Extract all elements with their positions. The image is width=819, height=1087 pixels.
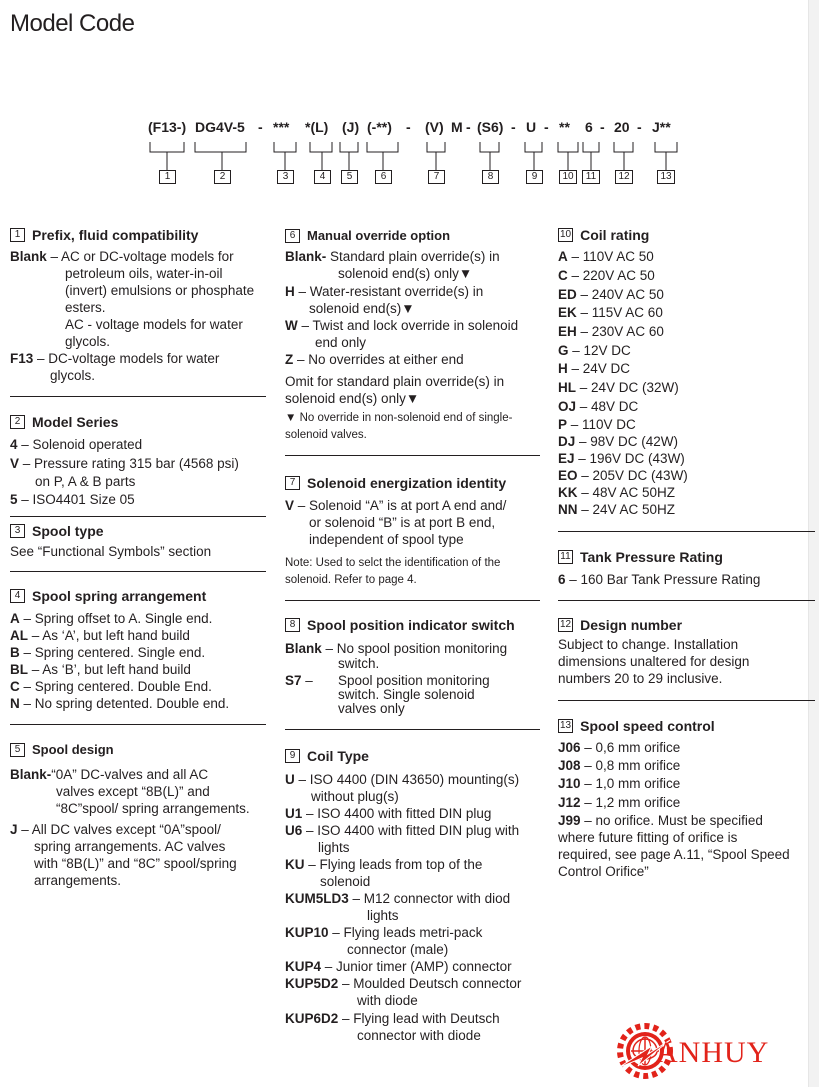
divider — [10, 396, 266, 397]
option-code: F13 — [10, 351, 34, 366]
code-number-box: 3 — [277, 170, 294, 184]
section-header-spool-design — [10, 742, 114, 757]
footnote: ▼ No override in non-solenoid end of single- — [285, 412, 513, 424]
option-line — [558, 398, 638, 415]
option-line: glycols. — [65, 334, 111, 349]
option-code: J — [10, 822, 18, 837]
code-number-box: 7 — [428, 170, 445, 184]
option-line — [558, 812, 763, 829]
option-line — [285, 890, 510, 907]
option-line: connector with diode — [357, 1028, 481, 1043]
option-text: – ISO4401 Size 05 — [17, 492, 135, 507]
option-text: – 240V AC 50 — [576, 287, 664, 302]
section-number-box: 9 — [285, 749, 300, 763]
divider — [10, 571, 266, 572]
option-text: – 110V AC 50 — [567, 249, 654, 264]
option-code: EO — [558, 468, 578, 483]
option-line: lights — [318, 840, 350, 855]
option-code: H — [558, 361, 568, 376]
code-part: J** — [652, 119, 671, 135]
footnote: solenoid. Refer to page 4. — [285, 574, 417, 586]
option-line — [285, 805, 491, 822]
option-line — [10, 661, 191, 678]
option-text: – 24V DC — [567, 361, 631, 376]
code-part: (-**) — [367, 119, 392, 135]
option-text: – — [301, 673, 313, 688]
option-code: N — [10, 696, 20, 711]
section-title: Spool spring arrangement — [32, 588, 207, 604]
option-text: – No spool position monitoring — [321, 641, 508, 656]
section-number-box: 4 — [10, 589, 25, 603]
option-line — [10, 248, 234, 265]
option-line — [10, 695, 229, 712]
section-header-model-series — [10, 414, 118, 430]
option-line — [558, 416, 636, 433]
option-text: – Moulded Deutsch connector — [338, 976, 522, 991]
option-code: EH — [558, 324, 577, 339]
divider — [558, 531, 815, 532]
footnote: Note: Used to selct the identification of the — [285, 557, 501, 569]
option-line — [10, 491, 135, 508]
option-line: with “8B(L)” and “8C” spool/spring — [34, 856, 237, 871]
divider — [285, 729, 540, 730]
option-line: or solenoid “B” is at port B end, — [309, 515, 496, 530]
code-part: (J) — [342, 119, 360, 135]
option-line — [10, 627, 190, 644]
code-number-box: 9 — [526, 170, 543, 184]
option-line: with diode — [357, 993, 418, 1008]
divider — [558, 600, 815, 601]
page-title: Model Code — [10, 10, 135, 37]
option-text: – 1,0 mm orifice — [580, 776, 681, 791]
option-line — [558, 286, 664, 303]
option-text: – 160 Bar Tank Pressure Rating — [565, 572, 761, 587]
option-line: glycols. — [50, 368, 96, 383]
option-text: – Flying leads metri-pack — [328, 925, 483, 940]
code-part: - — [637, 119, 642, 135]
option-code: G — [558, 343, 569, 358]
option-line — [10, 455, 239, 472]
logo-wordmark: ANHUY — [656, 1036, 770, 1069]
option-code: Blank- — [10, 767, 52, 782]
option-line — [285, 672, 313, 689]
code-part: - — [466, 119, 471, 135]
code-part: ** — [559, 119, 570, 135]
option-text: – M12 connector with diod — [348, 891, 511, 906]
option-line — [558, 304, 663, 321]
option-text: – As ‘A’, but left hand build — [28, 628, 190, 643]
option-code: W — [285, 318, 298, 333]
option-line — [558, 360, 630, 377]
option-code: H — [285, 284, 295, 299]
option-text: – 1,2 mm orifice — [580, 795, 681, 810]
option-line: end only — [315, 335, 367, 350]
option-text: – 0,8 mm orifice — [580, 758, 681, 773]
option-line: petroleum oils, water-in-oil — [65, 266, 223, 281]
option-line — [285, 317, 518, 334]
option-line — [558, 501, 675, 518]
option-line: solenoid end(s)▼ — [309, 301, 415, 316]
option-line: lights — [367, 908, 399, 923]
option-text: – Water-resistant override(s) in — [294, 284, 484, 299]
option-text: – ISO 4400 (DIN 43650) mounting(s) — [294, 772, 520, 787]
section-number-box: 11 — [558, 550, 573, 564]
divider — [285, 600, 540, 601]
option-text: – 230V AC 60 — [576, 324, 664, 339]
option-line — [285, 1010, 500, 1027]
code-number-box: 10 — [559, 170, 577, 184]
option-code: Blank — [285, 641, 322, 656]
section-header-coil-rating — [558, 227, 649, 243]
section-header-manual-override — [285, 228, 450, 243]
code-number-box: 12 — [615, 170, 633, 184]
option-line — [10, 436, 142, 453]
code-number-box: 1 — [159, 170, 176, 184]
section-title: Spool position indicator switch — [307, 617, 515, 633]
option-code: 5 — [10, 492, 18, 507]
section-header-coil-type — [285, 748, 369, 764]
section-number-box: 7 — [285, 476, 300, 490]
option-code: OJ — [558, 399, 577, 414]
option-line: See “Functional Symbols” section — [10, 544, 212, 559]
option-line — [10, 766, 208, 783]
code-part: - — [600, 119, 605, 135]
code-part: (F13-) — [148, 119, 187, 135]
code-part: (S6) — [477, 119, 504, 135]
option-line: on P, A & B parts — [35, 474, 136, 489]
option-code: AL — [10, 628, 28, 643]
section-number-box: 5 — [10, 743, 25, 757]
option-line — [558, 433, 678, 450]
option-text: – All DC valves except “0A”spool/ — [17, 822, 221, 837]
option-line — [285, 248, 500, 265]
option-line — [285, 975, 521, 992]
section-title: Design number — [580, 617, 683, 633]
option-code: KUM5LD3 — [285, 891, 349, 906]
option-line — [285, 822, 519, 839]
option-text: – 24V AC 50HZ — [577, 502, 676, 517]
option-code: Blank — [10, 249, 47, 264]
section-title: Prefix, fluid compatibility — [32, 227, 199, 243]
option-line — [558, 450, 685, 467]
option-code: U1 — [285, 806, 303, 821]
option-text: – Solenoid “A” is at port A end and/ — [294, 498, 507, 513]
section-number-box: 12 — [560, 619, 572, 630]
divider — [285, 455, 540, 456]
option-line — [558, 739, 680, 756]
option-line: switch. Single solenoid — [338, 687, 475, 702]
option-code: EJ — [558, 451, 575, 466]
section-header-spool-speed — [558, 718, 715, 734]
option-text: – Twist and lock override in solenoid — [297, 318, 519, 333]
option-line: where future fitting of orifice is — [558, 830, 738, 845]
section-title: Coil Type — [307, 748, 369, 764]
option-line: independent of spool type — [309, 532, 464, 547]
option-line — [558, 379, 679, 396]
code-part: DG4V-5 — [195, 119, 245, 135]
section-header-energization — [285, 475, 506, 491]
option-line: numbers 20 to 29 inclusive. — [558, 671, 723, 686]
section-title: Spool speed control — [580, 718, 715, 734]
section-header-spring — [10, 588, 206, 604]
section-header-tank-pressure — [558, 549, 723, 565]
option-line — [285, 640, 507, 657]
option-text: – 115V AC 60 — [576, 305, 663, 320]
option-code: KUP5D2 — [285, 976, 339, 991]
option-line — [285, 856, 482, 873]
section-number-box: 6 — [285, 229, 300, 243]
divider — [10, 724, 266, 725]
option-code: A — [10, 611, 20, 626]
code-part: - — [511, 119, 516, 135]
section-header-prefix — [10, 227, 198, 243]
option-line: Control Orifice” — [558, 864, 649, 879]
code-part: M — [451, 119, 463, 135]
section-number-box: 1 — [10, 228, 25, 242]
section-number-box: 2 — [10, 415, 25, 429]
code-part: - — [406, 119, 411, 135]
option-text: – 196V DC (43W) — [574, 451, 685, 466]
option-line — [285, 497, 506, 514]
option-code: C — [558, 268, 568, 283]
option-line: solenoid end(s) only▼ — [285, 391, 420, 406]
option-line — [285, 924, 482, 941]
option-text: – Flying leads from top of the — [304, 857, 483, 872]
option-line: arrangements. — [34, 873, 122, 888]
section-title: Coil rating — [580, 227, 650, 243]
option-line: esters. — [65, 300, 106, 315]
option-code: P — [558, 417, 568, 432]
code-number-box: 13 — [657, 170, 675, 184]
option-line: without plug(s) — [311, 789, 399, 804]
code-part: *** — [273, 119, 290, 135]
option-line — [558, 775, 680, 792]
option-line: solenoid end(s) only▼ — [338, 266, 473, 281]
section-header-spool-type — [10, 523, 104, 539]
option-text: – Spring offset to A. Single end. — [19, 611, 213, 626]
section-number-box: 10 — [560, 229, 572, 240]
option-code: U — [285, 772, 295, 787]
code-number-box: 11 — [582, 170, 600, 184]
option-code: U6 — [285, 823, 303, 838]
option-code: ED — [558, 287, 577, 302]
section-header-indicator-switch — [285, 617, 515, 633]
option-line — [285, 771, 519, 788]
option-text: – Pressure rating 315 bar (4568 psi) — [19, 456, 239, 471]
option-line: required, see page A.11, “Spool Speed — [558, 847, 790, 862]
option-text: – 98V DC (42W) — [575, 434, 679, 449]
code-number-box: 5 — [341, 170, 358, 184]
divider — [558, 700, 815, 701]
section-number-box: 3 — [10, 524, 25, 538]
section-number-box: 13 — [560, 720, 572, 731]
option-text: – ISO 4400 with fitted DIN plug with — [302, 823, 520, 838]
option-line: Spool position monitoring — [338, 673, 490, 688]
option-code: BL — [10, 662, 28, 677]
option-text: – 220V AC 50 — [567, 268, 655, 283]
option-code: S7 — [285, 673, 302, 688]
code-number-box: 6 — [375, 170, 392, 184]
option-code: KK — [558, 485, 578, 500]
option-text: Standard plain override(s) in — [326, 249, 500, 264]
option-line — [558, 757, 680, 774]
code-part: - — [258, 119, 263, 135]
option-code: KU — [285, 857, 305, 872]
option-text: – Solenoid operated — [17, 437, 143, 452]
option-line — [558, 571, 760, 588]
code-part: 6 — [585, 119, 593, 135]
option-line — [10, 350, 219, 367]
option-line: connector (male) — [347, 942, 449, 957]
option-line — [285, 351, 464, 368]
option-line: (invert) emulsions or phosphate — [65, 283, 255, 298]
option-line — [10, 610, 212, 627]
option-text: – As ‘B’, but left hand build — [28, 662, 191, 677]
option-line — [10, 821, 221, 838]
footnote: solenoid valves. — [285, 429, 367, 441]
option-line — [558, 248, 654, 265]
option-code: J12 — [558, 795, 581, 810]
option-text: – No overrides at either end — [293, 352, 464, 367]
page-edge-bar — [808, 0, 819, 1087]
option-text: – ISO 4400 with fitted DIN plug — [302, 806, 492, 821]
code-part: U — [526, 119, 537, 135]
code-number-box: 8 — [482, 170, 499, 184]
option-text: – Junior timer (AMP) connector — [321, 959, 512, 974]
option-text: – 48V DC — [576, 399, 639, 414]
code-part: *(L) — [305, 119, 329, 135]
option-code: EK — [558, 305, 577, 320]
option-code: 4 — [10, 437, 18, 452]
option-line: spring arrangements. AC valves — [34, 839, 226, 854]
option-line: AC - voltage models for water — [65, 317, 243, 332]
option-line — [558, 323, 664, 340]
section-title: Tank Pressure Rating — [580, 549, 723, 565]
option-code: A — [558, 249, 568, 264]
option-text: – 110V DC — [567, 417, 636, 432]
option-text: “0A” DC-valves and all AC — [51, 767, 209, 782]
option-text: – 0,6 mm orifice — [580, 740, 681, 755]
option-text: – no orifice. Must be specified — [580, 813, 763, 828]
option-line — [558, 342, 631, 359]
option-line: switch. — [338, 656, 380, 671]
option-line — [10, 678, 212, 695]
option-code: NN — [558, 502, 578, 517]
code-part: - — [544, 119, 549, 135]
option-text: – 205V DC (43W) — [577, 468, 688, 483]
option-line — [285, 283, 483, 300]
option-line — [558, 484, 675, 501]
section-title: Spool design — [32, 742, 114, 757]
code-part: (V) — [425, 119, 444, 135]
option-code: B — [10, 645, 20, 660]
option-code: Blank- — [285, 249, 327, 264]
option-line — [558, 794, 680, 811]
option-line: “8C”spool/ spring arrangements. — [56, 801, 250, 816]
option-code: HL — [558, 380, 576, 395]
option-line: dimensions unaltered for design — [558, 654, 750, 669]
option-text: – Flying lead with Deutsch — [338, 1011, 500, 1026]
section-title: Solenoid energization identity — [307, 475, 507, 491]
option-text: – Spring centered. Single end. — [19, 645, 206, 660]
section-title: Spool type — [32, 523, 104, 539]
option-text: – No spring detented. Double end. — [19, 696, 230, 711]
option-text: – AC or DC-voltage models for — [46, 249, 234, 264]
option-code: V — [10, 456, 20, 471]
option-code: J06 — [558, 740, 581, 755]
option-text: – 12V DC — [568, 343, 631, 358]
option-text: – DC-voltage models for water — [33, 351, 220, 366]
option-code: Z — [285, 352, 294, 367]
option-line — [558, 267, 655, 284]
section-title: Manual override option — [307, 228, 451, 243]
option-code: KUP10 — [285, 925, 329, 940]
option-text: – Spring centered. Double End. — [19, 679, 212, 694]
code-number-box: 4 — [314, 170, 331, 184]
option-line: valves only — [338, 701, 405, 716]
code-part: 20 — [614, 119, 630, 135]
option-text: – 48V AC 50HZ — [577, 485, 676, 500]
section-number-box: 8 — [285, 618, 300, 632]
option-code: V — [285, 498, 295, 513]
option-code: KUP4 — [285, 959, 322, 974]
option-code: J10 — [558, 776, 581, 791]
option-code: J08 — [558, 758, 581, 773]
option-line: Omit for standard plain override(s) in — [285, 374, 505, 389]
divider — [10, 516, 266, 517]
option-code: C — [10, 679, 20, 694]
option-code: DJ — [558, 434, 576, 449]
option-code: 6 — [558, 572, 566, 587]
option-line: valves except “8B(L)” and — [56, 784, 210, 799]
code-number-box: 2 — [214, 170, 231, 184]
section-title: Model Series — [32, 414, 119, 430]
option-line: Subject to change. Installation — [558, 637, 739, 652]
section-header-design-number — [558, 617, 682, 633]
option-code: KUP6D2 — [285, 1011, 339, 1026]
option-line — [558, 467, 688, 484]
option-line — [10, 644, 205, 661]
option-line: solenoid — [320, 874, 371, 889]
option-line — [285, 958, 512, 975]
option-code: J99 — [558, 813, 581, 828]
option-text: – 24V DC (32W) — [576, 380, 679, 395]
